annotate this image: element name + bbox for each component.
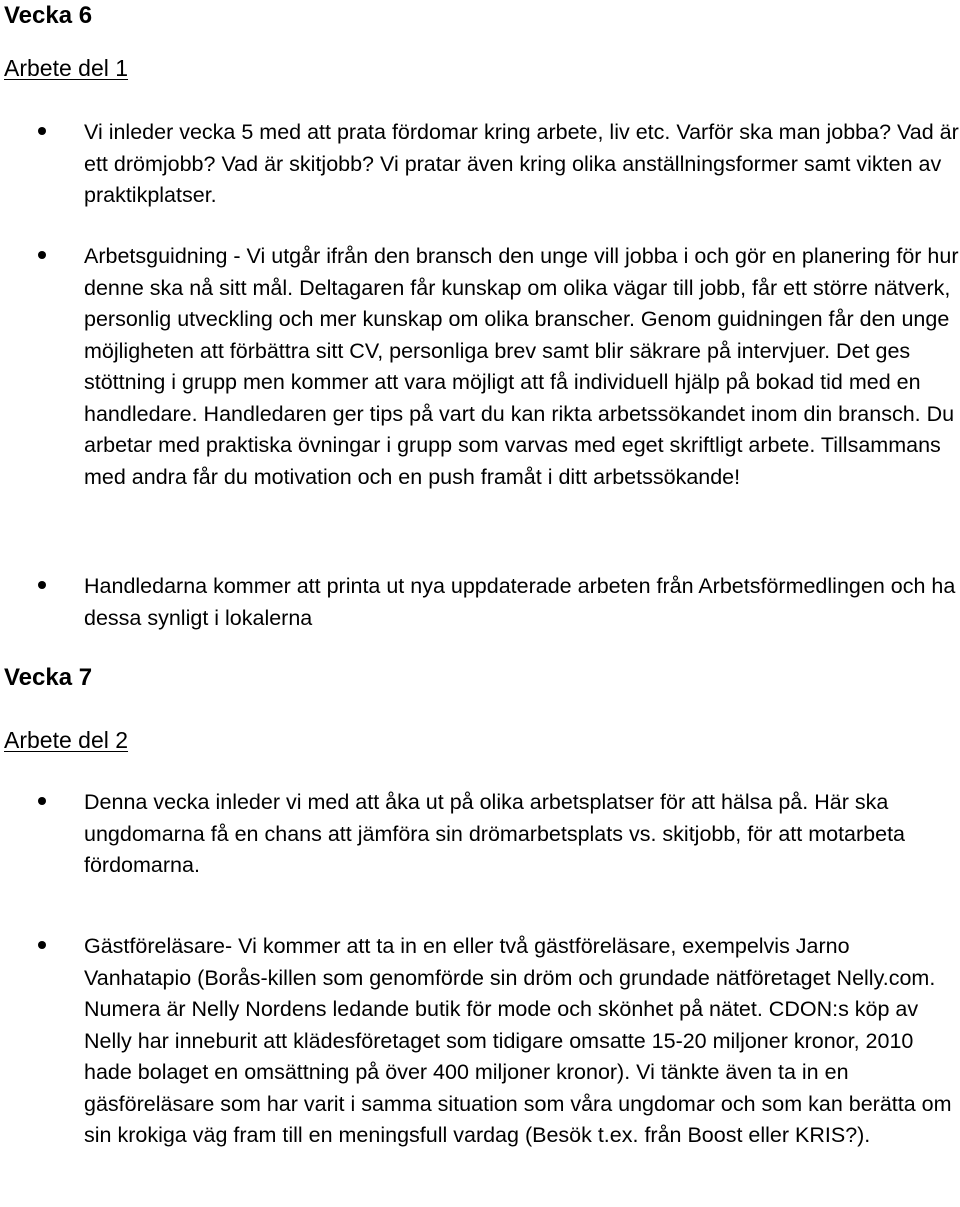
bullet-icon bbox=[38, 797, 46, 805]
bullet-icon bbox=[38, 941, 46, 949]
bullet-icon bbox=[38, 581, 46, 589]
list-item-text: Denna vecka inleder vi med att åka ut på olika arbetsplatser för att hälsa på. Här ska ungdomarna få en chans att jämföra sin drömarbetsplats vs. skitjobb, för att motarbeta fördomarna. bbox=[84, 790, 905, 877]
bullet-icon bbox=[38, 251, 46, 259]
week-6-heading: Vecka 6 bbox=[4, 2, 93, 29]
work-part-2-heading: Arbete del 2 bbox=[4, 727, 129, 753]
bullet-icon bbox=[38, 127, 46, 135]
week-7-heading: Vecka 7 bbox=[4, 664, 93, 691]
list-item-text: Arbetsguidning - Vi utgår ifrån den bransch den unge vill jobba i och gör en planering för hur denne ska nå sitt mål. Deltagaren får kunskap om olika vägar till jobb, får ett större nätverk, personlig utveckling och mer kunskap om olika branscher. Genom guidningen får den unge möjligheten att förbättra sitt CV, personliga brev samt blir säkrare på intervjuer. Det ges stöttning i grupp men kommer att vara möjligt att få individuell hjälp på bokad tid med en handledare. Handledaren ger tips på vart du kan rikta arbetssökandet inom din bransch. Du arbetar med praktiska övningar i grupp som varvas med eget skriftligt arbete. Tillsammans med andra får du motivation och en push framåt i ditt arbetssökande! bbox=[84, 244, 959, 489]
list-item-text: Handledarna kommer att printa ut nya uppdaterade arbeten från Arbetsförmedlingen och ha dessa synligt i lokalerna bbox=[84, 574, 956, 630]
work-part-1-heading: Arbete del 1 bbox=[4, 55, 129, 81]
list-item-text: Vi inleder vecka 5 med att prata fördomar kring arbete, liv etc. Varför ska man jobba? Vad är ett drömjobb? Vad är skitjobb? Vi pratar även kring olika anställningsformer samt vikten av praktikplatser. bbox=[84, 120, 959, 207]
list-item-text: Gästföreläsare- Vi kommer att ta in en eller två gästföreläsare, exempelvis Jarno Vanhatapio (Borås-killen som genomförde sin dröm och grundade nätföretaget Nelly.com. Numera är Nelly Nordens ledande butik för mode och skönhet på nätet. CDON:s köp av Nelly har inneburit att klädesföretaget som tidigare omsatte 15-20 miljoner kronor, 2010 hade bolaget en omsättning på över 400 miljoner kronor). Vi tänkte även ta in en gäsföreläsare som har varit i samma situation som våra ungdomar och som kan berätta om sin krokiga väg fram till en meningsfull vardag (Besök t.ex. från Boost eller KRIS?). bbox=[84, 934, 952, 1147]
